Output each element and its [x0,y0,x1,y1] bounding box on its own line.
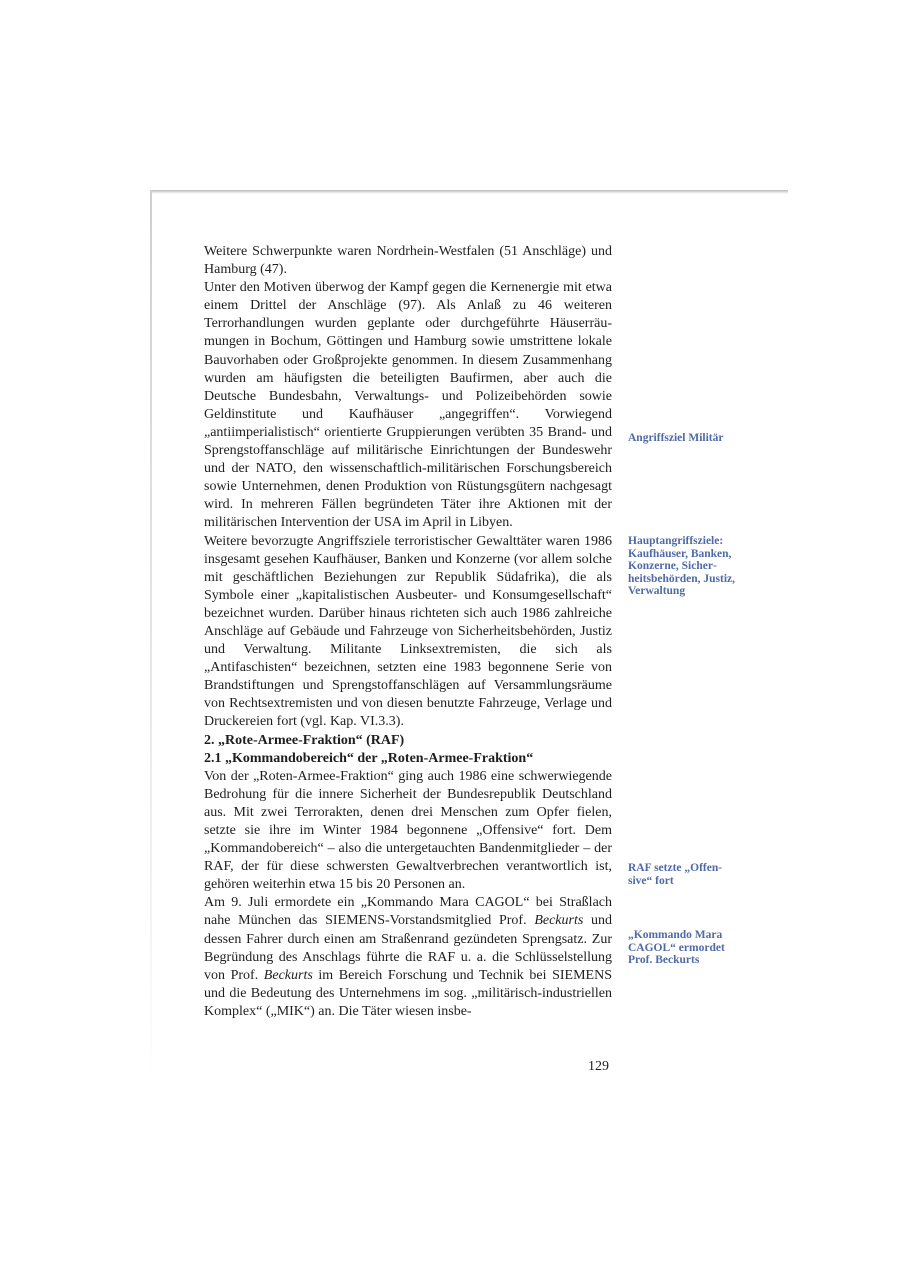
scan-edge-top [152,190,788,194]
margin-note-hauptangriffsziele: Hauptangriffsziele: Kaufhäuser, Banken, Konzerne, Sicherheitsbehörden, Justiz, Verwaltung [628,535,736,597]
paragraph-beckurts [204,894,612,1021]
name-beckurts-1: Beckurts [534,913,584,929]
paragraph-beckurts-part-3: im Bereich Forschung und Technik bei SIEMENS und die Bedeutung des Unternehmens im sog. „militärisch-industriellen Komplex“ („MIK“) an. Die Täter wiesen insbe- [204,967,612,1019]
name-beckurts-2: Beckurts [263,967,313,983]
paragraph-schwerpunkte: Weitere Schwerpunkte waren Nordrhein-Westfalen (51 Anschläge) und Hamburg (47). [204,244,612,278]
margin-note-offensive: RAF setzte „Offensive“ fort [628,862,723,887]
margin-note-militaer: Angriffsziel Militär [628,432,724,444]
paragraph-angriffsziele: Weitere bevorzugte Angriffsziele terroristischer Gewalttäter waren 1986 insgesamt gesehen Kaufhäuser, Banken und Konzerne (vor allem solche mit geschäftlichen Beziehungen zur Republik Südafrika), die als Symbole einer „kapitalistischen Ausbeuter- und Konsumgesellschaft“ bezeichnet wurden. Darüber hinaus richteten sich auch 1986 zahlreiche Anschläge auf Gebäude und Fahrzeuge von Sicherheitsbehörden, Justiz und Verwaltung. Militante Linksextremisten, die sich als „Antifaschisten“ bezeichnen, setzten eine 1983 begonnene Serie von Brandstiftungen und Sprengstoffanschlägen auf Versammlungsräume von Rechtsextremisten und von diesen benutzte Fahrzeuge, Verlage und Druckereien fort (vgl. Kap. VI.3.3). [204,533,612,730]
margin-note-beckurts: „Kommando Mara CAGOL“ ermordet Prof. Beckurts [628,929,725,966]
paragraph-beckurts-part-1: Am 9. Juli ermordete ein „Kommando Mara CAGOL“ bei Straßlach nahe München das SIEMENS-Vorstandsmitglied Prof. [204,895,612,929]
page-number: 129 [588,1059,609,1074]
main-text-column [204,243,612,1021]
section-heading-raf: 2. „Rote-Armee-Fraktion“ (RAF) [204,732,405,748]
subsection-heading-kommandobereich: 2.1 „Kommandobereich“ der „Roten-Armee-Fraktion“ [204,750,534,766]
paragraph-bedrohung: Von der „Roten-Armee-Fraktion“ ging auch 1986 eine schwerwiegende Bedrohung für die innere Sicherheit der Bundesrepublik Deutschland aus. Mit zwei Terrorakten, denen drei Menschen zum Opfer fielen, setzte sie ihre im Winter 1984 begonnene „Offensive“ fort. Dem „Kommandobereich“ – also die untergetauchten Bandenmitglieder – der RAF, der für diese schwersten Gewaltverbrechen verantwortlich ist, gehören weiterhin etwa 15 bis 20 Personen an. [204,768,612,893]
paragraph-motive: Unter den Motiven überwog der Kampf gegen die Kernenergie mit etwa einem Drittel der Anschläge (97). Als Anlaß zu 46 weiteren Terrorhandlungen wurden geplante oder durchgeführte Häuserräumungen in Bochum, Göttingen und Hamburg sowie umstrittene lokale Bauvorhaben oder Großprojekte genommen. In diesem Zusammenhang wurden am häufigsten die beteiligten Baufirmen, aber auch die Deutsche Bundesbahn, Verwaltungs- und Polizeibehörden sowie Geldinstitute und Kaufhäuser „angegriffen“. Vorwiegend „antiimperialistisch“ orientierte Gruppierungen verübten 35 Brand- und Sprengstoffanschläge auf militärische Einrichtungen der Bundeswehr und der NATO, den wissenschaftlich-militärischen Forschungsbereich sowie Unternehmen, denen Produktion von Rüstungsgütern nachgesagt wird. In mehreren Fällen begründeten Täter ihre Aktionen mit der militärischen Intervention der USA im April in Libyen. [204,280,612,531]
scan-edge-left [150,190,152,1080]
paragraph-beckurts-part-2: und dessen Fahrer durch einen am Straßenrand gezündeten Sprengsatz. Zur Begründung des Anschlags führte die RAF u. a. die Schlüsselstellung von Prof. [204,913,613,983]
